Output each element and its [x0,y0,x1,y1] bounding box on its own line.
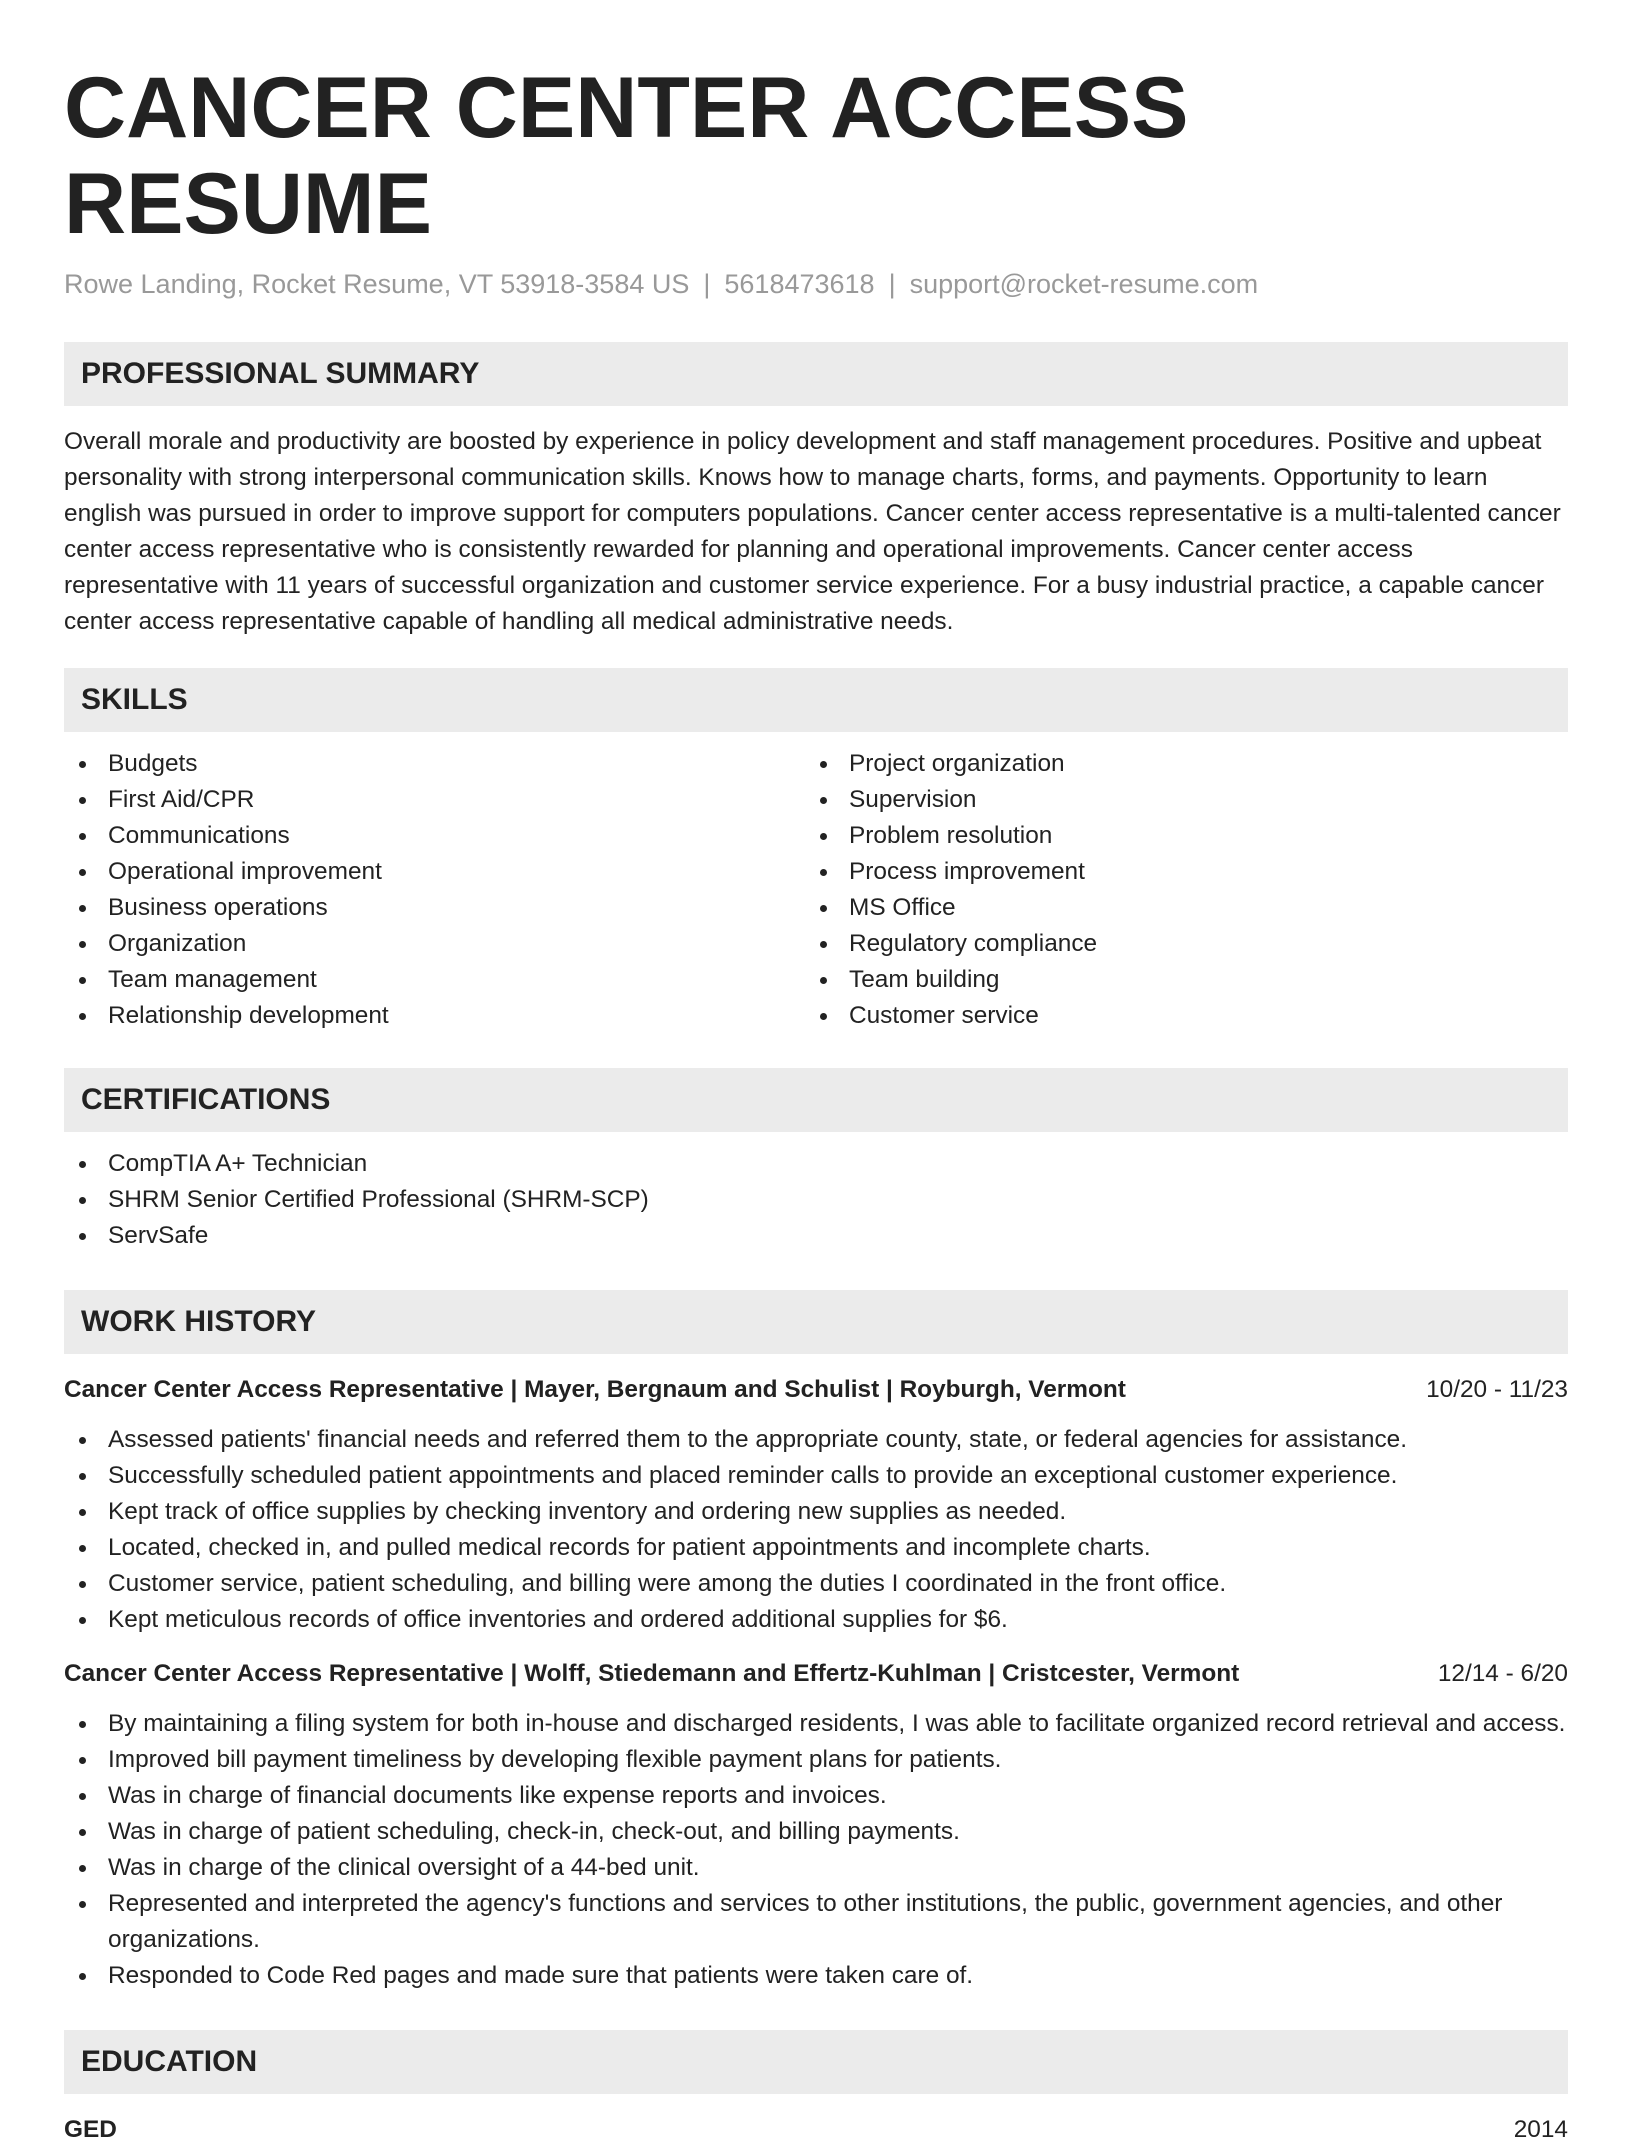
list-item: Customer service [805,998,1546,1034]
job-dates: 12/14 - 6/20 [1437,1660,1568,1687]
skills-heading: SKILLS [64,668,1568,732]
education-section [64,2030,1568,2148]
job-duties [64,1422,1568,1638]
list-item: Responded to Code Red pages and made sure that patients were taken care of. [64,1958,1568,1994]
list-item: Represented and interpreted the agency's functions and services to other institutions, the public, government agencies, and other organizations. [64,1886,1568,1958]
contact-separator: | [703,269,711,299]
contact-line [64,266,1568,302]
list-item: Was in charge of financial documents like expense reports and invoices. [64,1778,1568,1814]
list-item: Process improvement [805,854,1546,890]
contact-email: support@rocket-resume.com [909,269,1259,299]
skills-list-right [805,746,1546,1034]
job-header [64,1656,1568,1692]
education-degree: GED [64,2116,117,2143]
list-item: MS Office [805,890,1546,926]
skills-list-left [64,746,805,1034]
contact-phone: 5618473618 [724,269,875,299]
list-item: Assessed patients' financial needs and referred them to the appropriate county, state, or federal agencies for assistance. [64,1422,1568,1458]
list-item: ServSafe [64,1218,1568,1254]
list-item: Kept track of office supplies by checking inventory and ordering new supplies as needed. [64,1494,1568,1530]
certifications-section [64,1068,1568,1254]
contact-separator: | [888,269,896,299]
skills-section [64,668,1568,1034]
certifications-list [64,1146,1568,1254]
job-entry [64,1656,1568,1994]
list-item: Team management [64,962,805,998]
certifications-heading: CERTIFICATIONS [64,1068,1568,1132]
list-item: Customer service, patient scheduling, and billing were among the duties I coordinated in the front office. [64,1566,1568,1602]
work-history-heading: WORK HISTORY [64,1290,1568,1354]
education-entry [64,2112,1568,2148]
list-item: Supervision [805,782,1546,818]
list-item: Successfully scheduled patient appointments and placed reminder calls to provide an exceptional customer experience. [64,1458,1568,1494]
list-item: CompTIA A+ Technician [64,1146,1568,1182]
summary-section [64,342,1568,640]
list-item: First Aid/CPR [64,782,805,818]
list-item: By maintaining a filing system for both in-house and discharged residents, I was able to facilitate organized record retrieval and access. [64,1706,1568,1742]
job-header [64,1372,1568,1408]
summary-heading: PROFESSIONAL SUMMARY [64,342,1568,406]
job-dates: 10/20 - 11/23 [1426,1376,1568,1403]
job-title: Cancer Center Access Representative | Wolff, Stiedemann and Effertz-Kuhlman | Cristcester, Vermont [64,1660,1240,1687]
education-heading: EDUCATION [64,2030,1568,2094]
list-item: Team building [805,962,1546,998]
resume-title: CANCER CENTER ACCESS RESUME [64,60,1189,252]
work-history-section [64,1290,1568,1994]
list-item: Was in charge of the clinical oversight of a 44-bed unit. [64,1850,1568,1886]
list-item: Relationship development [64,998,805,1034]
skills-grid [64,746,1568,1034]
job-entry [64,1372,1568,1638]
job-title: Cancer Center Access Representative | Mayer, Bergnaum and Schulist | Royburgh, Vermont [64,1376,1126,1403]
job-duties [64,1706,1568,1994]
list-item: Project organization [805,746,1546,782]
list-item: Organization [64,926,805,962]
list-item: Business operations [64,890,805,926]
list-item: Located, checked in, and pulled medical records for patient appointments and incomplete charts. [64,1530,1568,1566]
contact-address: Rowe Landing, Rocket Resume, VT 53918-3584 US [64,269,690,299]
list-item: Communications [64,818,805,854]
list-item: SHRM Senior Certified Professional (SHRM-SCP) [64,1182,1568,1218]
summary-text: Overall morale and productivity are boosted by experience in policy development and staff management procedures. Positive and upbeat personality with strong interpersonal communication skills. Knows how to manage charts, forms, and payments. Opportunity to learn english was pursued in order to improve support for computers populations. Cancer center access representative is a multi-talented cancer center access representative who is consistently rewarded for planning and operational improvements. Cancer center access representative with 11 years of successful organization and customer service experience. For a busy industrial practice, a capable cancer center access representative capable of handling all medical administrative needs. [64,428,1561,635]
list-item: Budgets [64,746,805,782]
list-item: Was in charge of patient scheduling, check-in, check-out, and billing payments. [64,1814,1568,1850]
education-year: 2014 [1513,2116,1568,2143]
list-item: Improved bill payment timeliness by developing flexible payment plans for patients. [64,1742,1568,1778]
list-item: Operational improvement [64,854,805,890]
list-item: Regulatory compliance [805,926,1546,962]
list-item: Kept meticulous records of office inventories and ordered additional supplies for $6. [64,1602,1568,1638]
list-item: Problem resolution [805,818,1546,854]
